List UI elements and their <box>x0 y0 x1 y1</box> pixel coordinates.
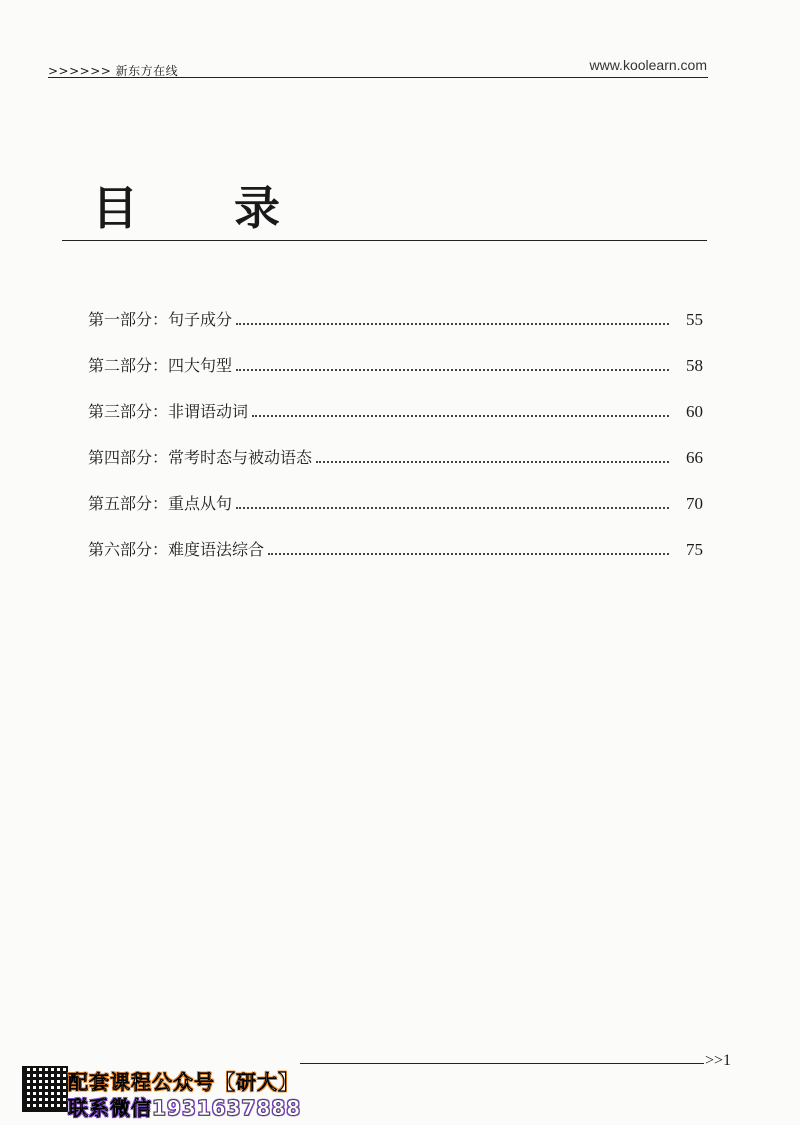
toc-entry-page: 66 <box>686 448 703 467</box>
header-url: www.koolearn.com <box>589 57 707 73</box>
toc-leader-dots <box>236 507 669 509</box>
toc-entry[interactable] <box>88 284 703 330</box>
toc-entry-page: 70 <box>686 494 703 513</box>
watermark-line2: 联系微信1931637888 <box>68 1096 302 1120</box>
toc-entry[interactable] <box>88 376 703 422</box>
toc-entry[interactable] <box>88 514 703 560</box>
toc-leader-dots <box>268 553 669 555</box>
page-title-text: 目 录 <box>92 181 281 235</box>
toc-entry-page: 60 <box>686 402 703 421</box>
table-of-contents <box>88 284 703 560</box>
toc-leader-dots <box>316 461 669 463</box>
toc-entry-page: 75 <box>686 540 703 559</box>
toc-entry-label: 第一部分：句子成分 <box>88 310 233 329</box>
toc-entry-label: 第四部分：常考时态与被动语态 <box>88 448 313 467</box>
toc-entry[interactable] <box>88 468 703 514</box>
header-divider <box>48 77 708 78</box>
footer-page-number: >>1 <box>705 1052 732 1069</box>
toc-entry-page: 55 <box>686 310 703 329</box>
watermark-line1: 配套课程公众号【研大】 <box>68 1070 299 1094</box>
footer-divider <box>300 1063 704 1064</box>
header-brand: >>>>>> 新东方在线 <box>48 64 179 78</box>
title-divider <box>62 240 707 241</box>
toc-leader-dots <box>252 415 669 417</box>
toc-entry-label: 第五部分：重点从句 <box>88 494 233 513</box>
page-title <box>92 172 280 238</box>
toc-entry-label: 第六部分：难度语法综合 <box>88 540 265 559</box>
toc-leader-dots <box>236 323 669 325</box>
toc-leader-dots <box>236 369 669 371</box>
toc-entry-page: 58 <box>686 356 703 375</box>
toc-entry[interactable] <box>88 330 703 376</box>
toc-entry[interactable] <box>88 422 703 468</box>
qr-code-icon <box>22 1066 68 1112</box>
toc-entry-label: 第二部分：四大句型 <box>88 356 233 375</box>
toc-entry-label: 第三部分：非谓语动词 <box>88 402 249 421</box>
